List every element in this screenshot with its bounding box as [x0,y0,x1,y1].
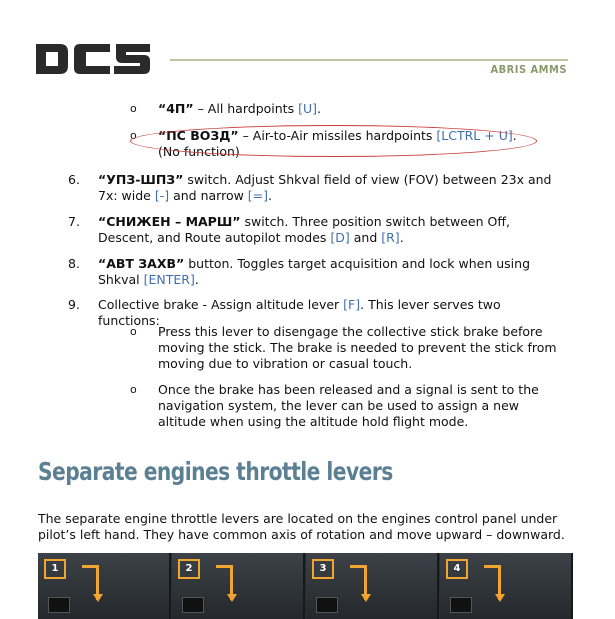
section-heading: Separate engines throttle levers [38,457,393,486]
item-number: 8. [68,256,80,271]
item-number: 9. [68,297,80,312]
list-item-snizhen: “СНИЖЕН – МАРШ” switch. Three position switch between Off, Descent, and Route autopilot modes [D] and [R]. [98,214,510,245]
panel-number-badge: 3 [312,559,334,579]
photo-panel-3 [306,553,439,619]
photo-panel-1 [38,553,171,619]
throttle-photo-strip [38,553,573,619]
item-number: 6. [68,172,80,187]
list-item-upz: “УПЗ-ШПЗ” switch. Adjust Shkval field of view (FOV) between 23x and 7x: wide [-] and narrow [=]. [98,172,552,203]
section-title: ABRIS AMMS [490,63,567,76]
panel-number-badge: 2 [178,559,200,579]
list-item-avt-zakhv: “АВТ ЗАХВ” button. Toggles target acquisition and lock when using Shkval [ENTER]. [98,256,530,287]
panel-number-badge: 1 [44,559,66,579]
highlight-ellipse [130,125,537,157]
photo-panel-4 [440,553,573,619]
panel-number-badge: 4 [446,559,468,579]
photo-panel-2 [172,553,305,619]
item-number: 7. [68,214,80,229]
dcs-logo [34,38,154,80]
section-paragraph: The separate engine throttle levers are located on the engines control panel under pilot’s left hand. They have common axis of rotation and move upward – downward. [38,511,565,542]
list-item-collective-brake: Collective brake - Assign altitude lever [F]. This lever serves two functions: [98,297,501,328]
header-rule [170,59,568,61]
